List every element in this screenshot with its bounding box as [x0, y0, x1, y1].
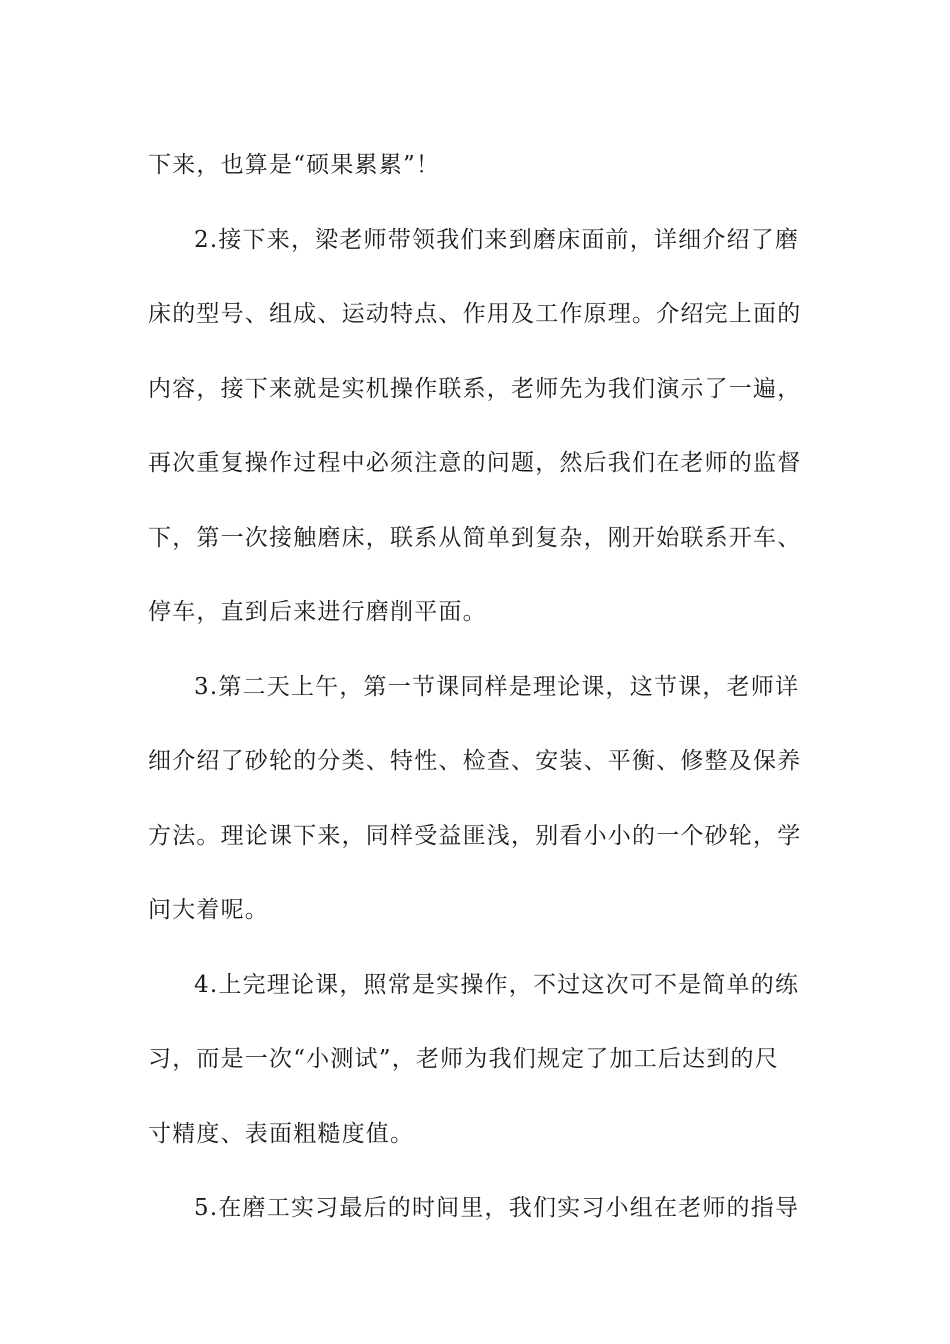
text-line: 习，而是一次“小测试”，老师为我们规定了加工后达到的尺	[148, 1046, 779, 1072]
text-line: 再次重复操作过程中必须注意的问题，然后我们在老师的监督	[148, 450, 802, 476]
paragraph-item-3	[148, 650, 808, 948]
text-line: 问大着呢。	[148, 897, 269, 923]
text-line: 方法。理论课下来，同样受益匪浅，别看小小的一个砂轮，学	[148, 822, 802, 849]
text-line: 2.接下来，梁老师带领我们来到磨床面前，详细介绍了磨	[194, 226, 800, 253]
text-line: 下，第一次接触磨床，联系从简单到复杂，刚开始联系开车、	[148, 524, 802, 551]
text-line: 内容，接下来就是实机操作联系，老师先为我们演示了一遍，	[148, 375, 802, 402]
paragraph-continuation	[148, 128, 808, 203]
text-line: 床的型号、组成、运动特点、作用及工作原理。介绍完上面的	[148, 301, 802, 327]
text-line: 下来，也算是“硕果累累”！	[148, 152, 441, 178]
text-line: 停车，直到后来进行磨削平面。	[148, 599, 487, 625]
text-line: 寸精度、表面粗糙度值。	[148, 1120, 415, 1147]
text-line: 3.第二天上午，第一节课同样是理论课，这节课，老师详	[194, 673, 800, 700]
text-line: 5.在磨工实习最后的时间里，我们实习小组在老师的指导	[194, 1195, 800, 1221]
body-text	[148, 128, 808, 1246]
paragraph-item-4	[148, 948, 808, 1172]
text-line: 4.上完理论课，照常是实操作，不过这次可不是简单的练	[194, 971, 800, 998]
paragraph-item-5	[148, 1171, 808, 1246]
text-line: 细介绍了砂轮的分类、特性、检查、安装、平衡、修整及保养	[148, 748, 802, 774]
paragraph-item-2	[148, 203, 808, 650]
